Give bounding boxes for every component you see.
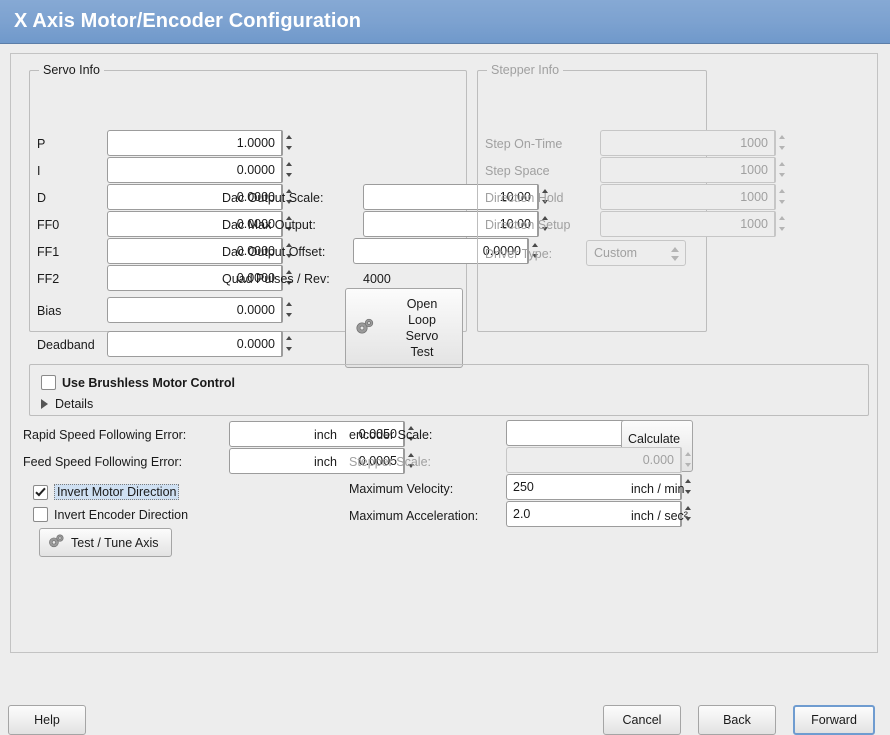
servo-ff0-spin[interactable] bbox=[107, 211, 213, 237]
servo-d-spin[interactable] bbox=[107, 184, 213, 210]
servo-ff2-spin[interactable] bbox=[107, 265, 213, 291]
servo-p-label: P bbox=[37, 137, 46, 151]
quad-pulses-value: 4000 bbox=[363, 272, 391, 286]
direction-setup-input[interactable] bbox=[600, 211, 774, 237]
dac-output-scale-label: Dac Output Scale: bbox=[222, 191, 324, 205]
quad-pulses-label: Quad Pulses / Rev: bbox=[222, 272, 330, 286]
step-space-label: Step Space bbox=[485, 164, 550, 178]
step-space-stepper bbox=[774, 157, 776, 183]
direction-hold-spin[interactable] bbox=[600, 184, 678, 210]
servo-bias-stepper[interactable] bbox=[281, 297, 283, 323]
checkbox-box[interactable] bbox=[33, 507, 48, 522]
dac-output-offset-spin[interactable] bbox=[353, 238, 443, 264]
main-panel bbox=[10, 53, 878, 653]
servo-bias-label: Bias bbox=[37, 304, 62, 318]
servo-deadband-spin[interactable] bbox=[107, 331, 213, 357]
forward-button[interactable] bbox=[793, 705, 875, 735]
servo-ff1-label: FF1 bbox=[37, 245, 60, 259]
maximum-velocity-units: inch / min bbox=[631, 482, 685, 496]
invert-encoder-direction-checkbox[interactable] bbox=[33, 507, 188, 522]
step-space-spin[interactable] bbox=[600, 157, 678, 183]
servo-ff2-label: FF2 bbox=[37, 272, 60, 286]
stepper-scale-label: Stepper Scale: bbox=[349, 455, 431, 469]
checkbox-box[interactable] bbox=[41, 375, 56, 390]
details-expander[interactable] bbox=[41, 397, 93, 411]
servo-deadband-stepper[interactable] bbox=[281, 331, 283, 357]
back-button[interactable] bbox=[698, 705, 776, 735]
servo-deadband-input[interactable] bbox=[107, 331, 281, 357]
invert-motor-direction-label: Invert Motor Direction bbox=[54, 484, 179, 500]
servo-i-spin[interactable] bbox=[107, 157, 213, 183]
window-titlebar bbox=[0, 0, 890, 44]
stepper-info-legend: Stepper Info bbox=[487, 63, 563, 77]
stepper-scale-stepper bbox=[680, 447, 682, 473]
maximum-acceleration-units: inch / sec² bbox=[631, 509, 688, 523]
dac-max-output-spin[interactable] bbox=[363, 211, 443, 237]
driver-type-combo[interactable] bbox=[586, 240, 686, 266]
servo-p-stepper[interactable] bbox=[281, 130, 283, 156]
direction-setup-spin[interactable] bbox=[600, 211, 678, 237]
gears-icon bbox=[47, 532, 66, 554]
dac-output-offset-label: Dac Output Offset: bbox=[222, 245, 326, 259]
direction-hold-input[interactable] bbox=[600, 184, 774, 210]
driver-type-value: Custom bbox=[594, 246, 638, 260]
step-on-time-label: Step On-Time bbox=[485, 137, 563, 151]
open-loop-line-1: Open bbox=[406, 297, 438, 311]
servo-ff1-spin[interactable] bbox=[107, 238, 213, 264]
details-label: Details bbox=[55, 397, 94, 411]
open-loop-line-2: Loop bbox=[408, 313, 436, 327]
direction-setup-label: Direction Setup bbox=[485, 218, 571, 232]
test-tune-axis-label: Test / Tune Axis bbox=[71, 535, 159, 550]
dac-max-output-label: Dac Max Output: bbox=[222, 218, 316, 232]
servo-p-spin[interactable] bbox=[107, 130, 213, 156]
servo-bias-spin[interactable] bbox=[107, 297, 213, 323]
cancel-button[interactable] bbox=[603, 705, 681, 735]
servo-info-legend: Servo Info bbox=[39, 63, 104, 77]
chevron-updown-icon bbox=[670, 245, 680, 263]
servo-i-stepper[interactable] bbox=[281, 157, 283, 183]
open-loop-servo-test-button[interactable] bbox=[345, 288, 463, 368]
step-space-input[interactable] bbox=[600, 157, 774, 183]
feed-following-error-spin[interactable] bbox=[229, 448, 309, 474]
servo-ff0-label: FF0 bbox=[37, 218, 60, 232]
invert-encoder-direction-label: Invert Encoder Direction bbox=[54, 507, 189, 522]
encoder-scale-spin[interactable] bbox=[506, 420, 616, 446]
test-tune-axis-button[interactable] bbox=[39, 528, 172, 557]
servo-i-input[interactable] bbox=[107, 157, 281, 183]
step-on-time-input[interactable] bbox=[600, 130, 774, 156]
open-loop-line-3: Servo bbox=[405, 329, 439, 343]
maximum-acceleration-spin[interactable] bbox=[506, 501, 616, 527]
open-loop-line-4: Test bbox=[410, 345, 434, 359]
dac-output-scale-spin[interactable] bbox=[363, 184, 443, 210]
rapid-following-error-units: inch bbox=[314, 428, 337, 442]
servo-deadband-label: Deadband bbox=[37, 338, 95, 352]
encoder-scale-label: encoder Scale: bbox=[349, 428, 433, 442]
feed-following-error-units: inch bbox=[314, 455, 337, 469]
help-label: Help bbox=[34, 713, 60, 727]
servo-i-label: I bbox=[37, 164, 41, 178]
calculate-scale-line-1: Calculate bbox=[628, 432, 681, 446]
invert-motor-direction-checkbox[interactable] bbox=[33, 484, 179, 500]
step-on-time-stepper bbox=[774, 130, 776, 156]
direction-hold-label: Direction Hold bbox=[485, 191, 564, 205]
stepper-scale-input[interactable] bbox=[506, 447, 680, 473]
gears-icon bbox=[354, 316, 376, 341]
chevron-right-icon bbox=[41, 399, 48, 409]
back-label: Back bbox=[723, 713, 751, 727]
direction-hold-stepper bbox=[774, 184, 776, 210]
servo-p-input[interactable] bbox=[107, 130, 281, 156]
help-button[interactable] bbox=[8, 705, 86, 735]
use-brushless-checkbox[interactable] bbox=[41, 375, 235, 390]
window-title: X Axis Motor/Encoder Configuration bbox=[14, 10, 362, 32]
direction-setup-stepper bbox=[774, 211, 776, 237]
rapid-following-error-spin[interactable] bbox=[229, 421, 309, 447]
servo-d-label: D bbox=[37, 191, 47, 205]
forward-label: Forward bbox=[811, 713, 857, 727]
driver-type-label: Driver Type: bbox=[485, 247, 553, 261]
stepper-scale-spin[interactable] bbox=[506, 447, 616, 473]
use-brushless-label: Use Brushless Motor Control bbox=[62, 375, 235, 390]
servo-bias-input[interactable] bbox=[107, 297, 281, 323]
cancel-label: Cancel bbox=[622, 713, 662, 727]
step-on-time-spin[interactable] bbox=[600, 130, 678, 156]
checkbox-box[interactable] bbox=[33, 485, 48, 500]
brushless-frame bbox=[29, 364, 869, 416]
maximum-velocity-label: Maximum Velocity: bbox=[349, 482, 454, 496]
rapid-following-error-label: Rapid Speed Following Error: bbox=[23, 428, 187, 442]
feed-following-error-label: Feed Speed Following Error: bbox=[23, 455, 183, 469]
maximum-velocity-spin[interactable] bbox=[506, 474, 616, 500]
window-content bbox=[0, 45, 890, 727]
maximum-acceleration-label: Maximum Acceleration: bbox=[349, 509, 479, 523]
